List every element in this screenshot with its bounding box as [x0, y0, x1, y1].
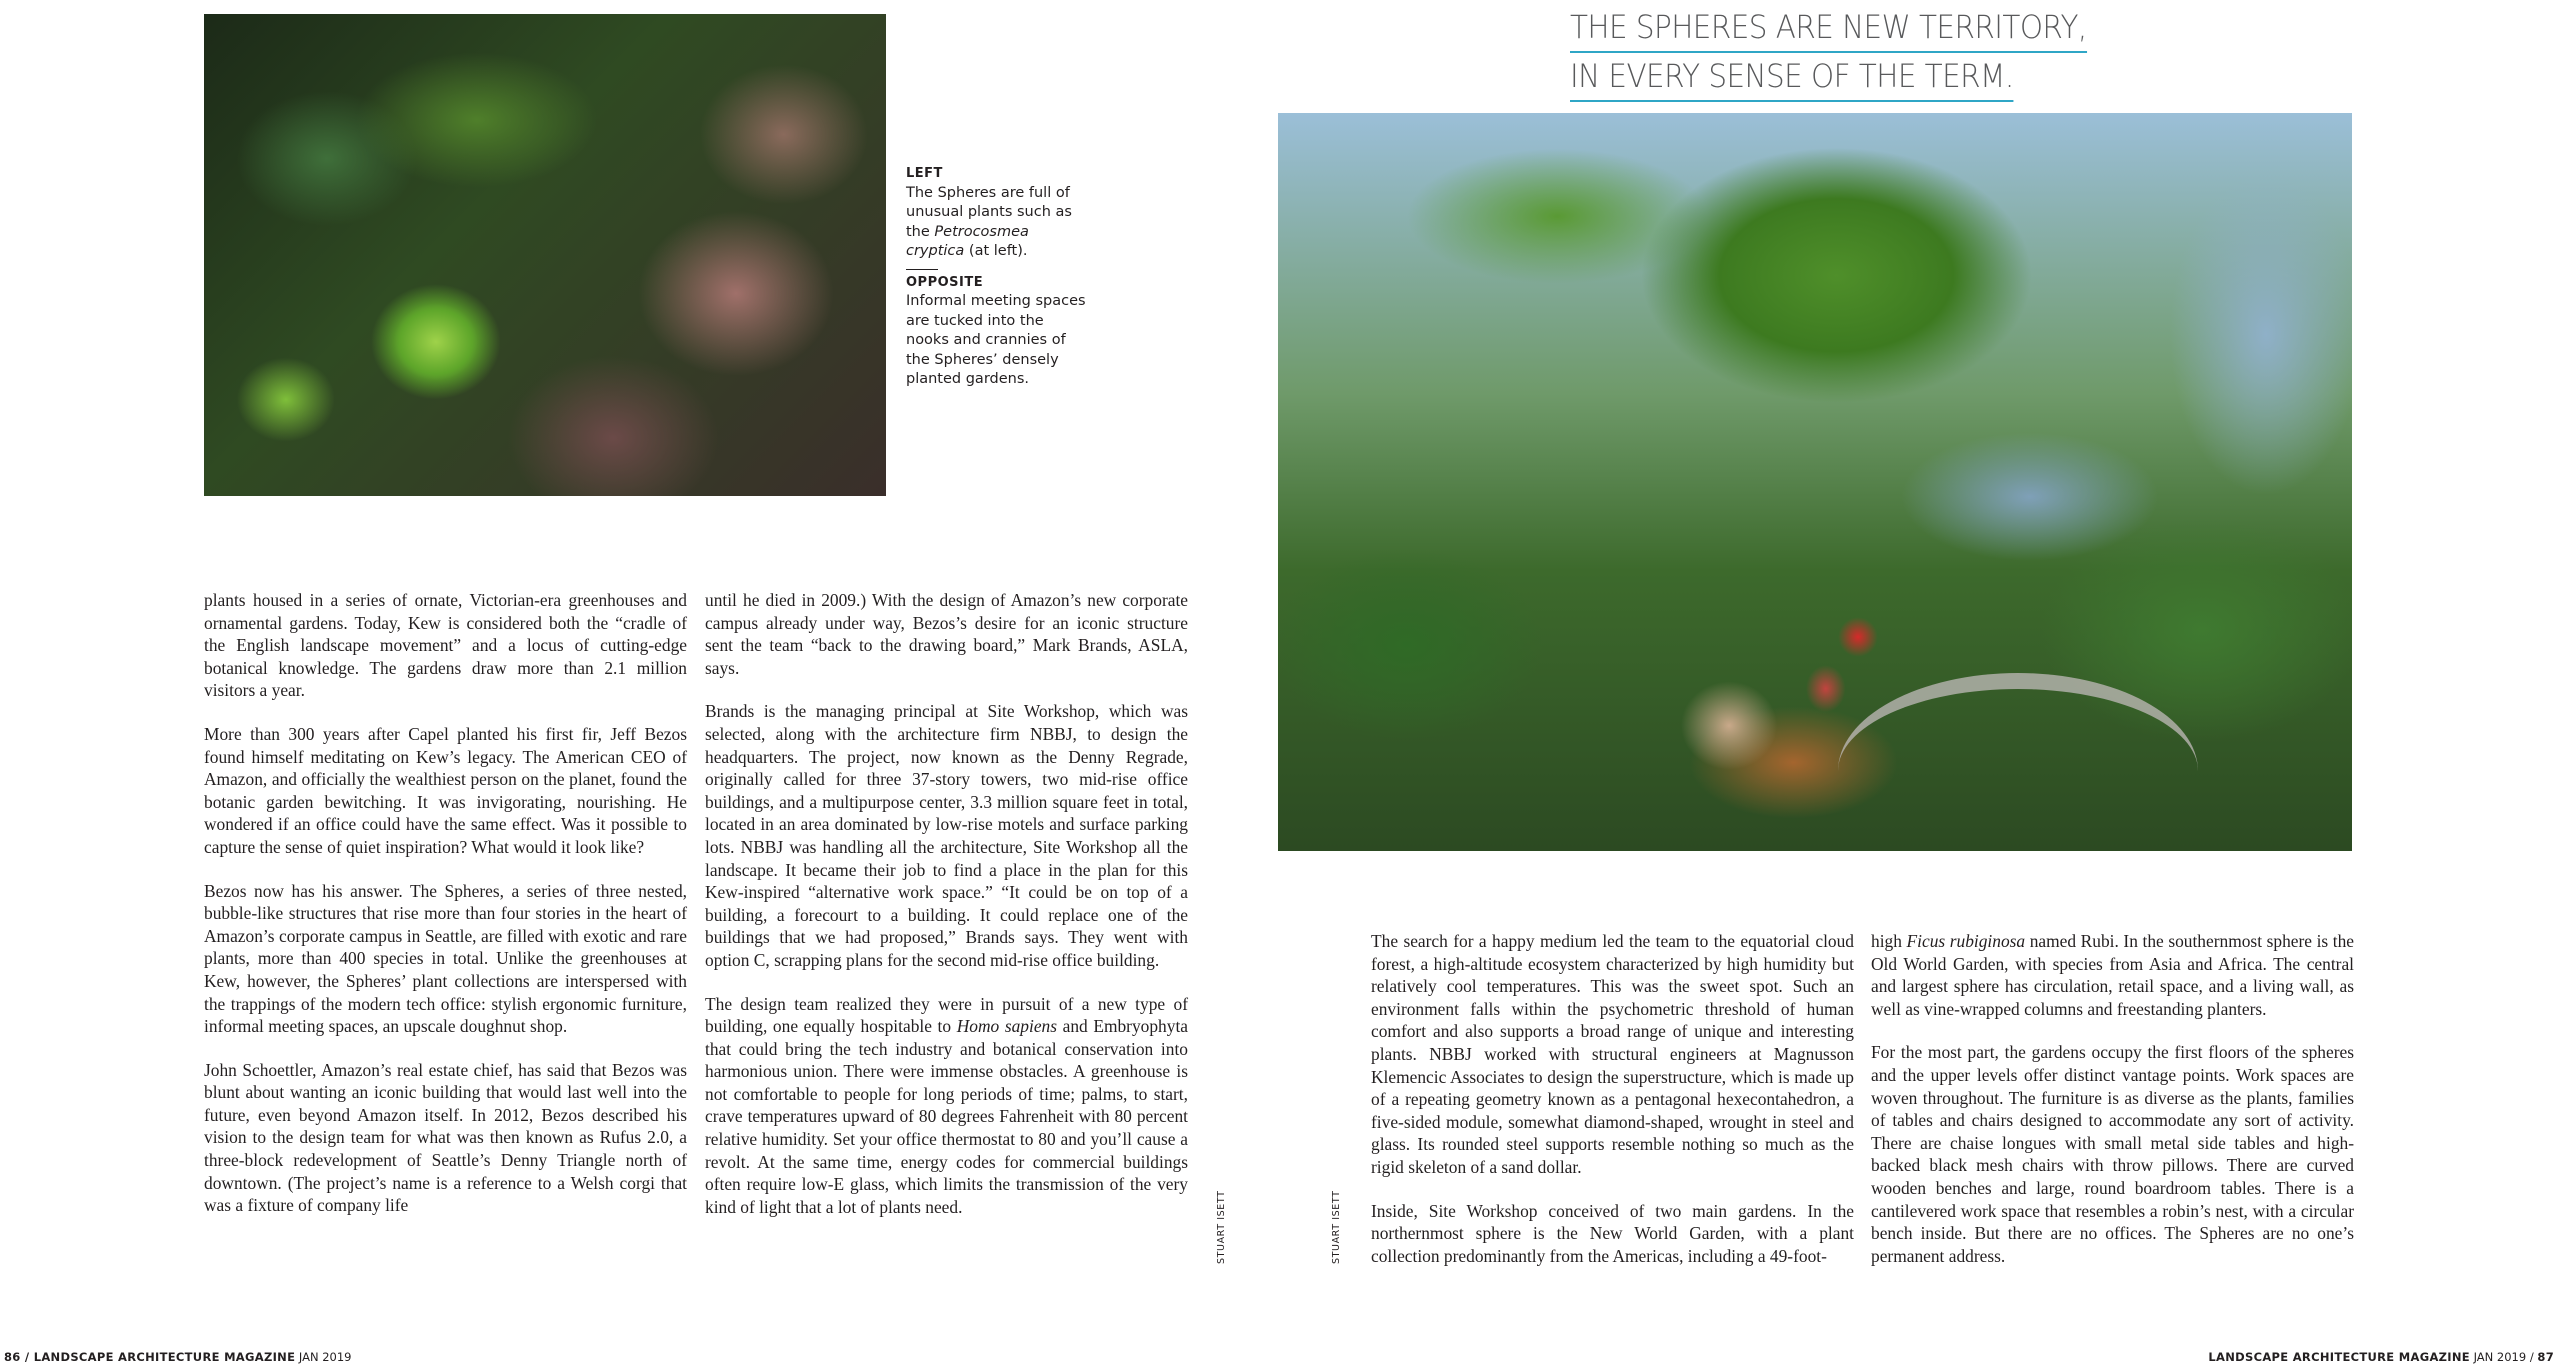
caption-left-heading: LEFT	[906, 166, 943, 181]
paragraph: More than 300 years after Capel planted his first fir, Jeff Bezos found himself meditating on Kew’s legacy. The American CEO of Amazon, and officially the wealthiest person on the planet, found the botanic garden bewitching. It was invigorating, nourishing. He wondered if an office could have the same effect. Was it possible to capture the sense of quiet inspiration? What would it look like?	[204, 723, 687, 857]
body-column-4	[1871, 930, 2354, 1267]
body-column-1	[204, 589, 687, 1217]
photo-caption	[906, 164, 1086, 390]
spheres-photo	[1278, 113, 2352, 851]
caption-divider	[906, 269, 938, 270]
paragraph: Brands is the managing principal at Site Workshop, which was selected, along with the architecture firm NBBJ, to design the headquarters. The project, now known as the Denny Regrade, originally called for three 37-story towers, two mid-rise office buildings, and a multipurpose center, 3.3 million square feet in total, located in an area dominated by low-rise motels and surface parking lots. NBBJ was handling all the architecture, Site Workshop all the landscape. It became their job to find a place in the plan for this Kew-inspired “alternative work space.” “It could be on top of a building, a forecourt to a building. It could replace one of the buildings that we had proposed,” Brands says. They went with option C, scrapping plans for the second mid-rise office building.	[705, 701, 1188, 970]
headline-line-2: IN EVERY SENSE OF THE TERM.	[1570, 53, 2014, 102]
paragraph: The design team realized they were in pursuit of a new type of building, one equally hospitable to Homo sapiens and Embryophyta that could bring the tech industry and botanical conservation into harmonious union. There were immense obstacles. A greenhouse is not comfortable to people for long periods of time; palms, to start, crave temperatures upward of 80 degrees Fahrenheit with 80 percent relative humidity. Set your office thermostat to 80 and you’ll cause a revolt. At the same time, energy codes for commercial buildings often require low-E glass, which limits the transmission of the very kind of light that a lot of plants need.	[705, 993, 1188, 1217]
paragraph: John Schoettler, Amazon’s real estate chief, has said that Bezos was blunt about wanting an iconic building that would last well into the future, even beyond Amazon itself. In 2012, Bezos described his vision to the design team for what was then known as Rufus 2.0, a three-block redevelopment of Seattle’s Denny Triangle north of downtown. (The project’s name is a reference to a Welsh corgi that was a fixture of company life	[204, 1059, 687, 1216]
caption-opposite-text: Informal meeting spaces are tucked into the nooks and crannies of the Spheres’ densely planted gardens.	[906, 293, 1086, 387]
body-column-2	[705, 589, 1188, 1218]
pull-quote-headline	[1570, 4, 2290, 102]
photo-credit-right: STUART ISETT	[1331, 1190, 1342, 1264]
caption-left-text: The Spheres are full of unusual plants such as the Petrocosmea cryptica (at left).	[906, 184, 1072, 259]
headline-line-1: THE SPHERES ARE NEW TERRITORY,	[1570, 4, 2087, 53]
folio-left: 86 / LANDSCAPE ARCHITECTURE MAGAZINE JAN 2019	[4, 1350, 352, 1364]
paragraph: For the most part, the gardens occupy the first floors of the spheres and the upper levels offer distinct vantage points. Work spaces are woven throughout. The furniture is as diverse as the plants, families of tables and chairs designed to accommodate any sort of activity. There are chaise longues with small metal side tables and high-backed black mesh chairs with throw pillows. There are curved wooden benches and large, round boardroom tables. There is a cantilevered work space that resembles a robin’s nest, with a circular bench inside. But there are no offices. The Spheres are no one’s permanent address.	[1871, 1042, 2354, 1266]
paragraph: until he died in 2009.) With the design of Amazon’s new corporate campus already under way, Bezos’s desire for an iconic structure sent the team “back to the drawing board,” Mark Brands, ASLA, says.	[705, 590, 1188, 678]
caption-opposite-heading: OPPOSITE	[906, 274, 984, 290]
plants-photo	[204, 14, 886, 496]
planter-rim	[1838, 673, 2198, 869]
body-column-3	[1371, 930, 1854, 1267]
paragraph: Inside, Site Workshop conceived of two main gardens. In the northernmost sphere is the New World Garden, with a plant collection predominantly from the Americas, including a 49-foot-	[1371, 1200, 1854, 1266]
paragraph: The search for a happy medium led the team to the equatorial cloud forest, a high-altitude ecosystem characterized by high humidity but relatively cool temperatures. This was the sweet spot. Such an environment falls within the psychometric threshold of human comfort and also supports a broad range of unique and interesting plants. NBBJ worked with structural engineers at Magnusson Klemencic Associates to design the superstructure, which is made up of a repeating geometry known as a pentagonal hexecontahedron, a five-sided module, somewhat diamond-shaped, wrought in steel and glass. Its rounded steel supports resemble nothing so much as the rigid skeleton of a sand dollar.	[1371, 931, 1854, 1177]
paragraph: high Ficus rubiginosa named Rubi. In the southernmost sphere is the Old World Garden, with species from Asia and Africa. The central and largest sphere has circulation, retail space, and a living wall, as well as vine-wrapped columns and freestanding planters.	[1871, 931, 2355, 1019]
paragraph: Bezos now has his answer. The Spheres, a series of three nested, bubble-like structures that rise more than four stories in the heart of Amazon’s corporate campus in Seattle, are filled with exotic and rare plants, more than 400 species in total. Unlike the greenhouses at Kew, however, the Spheres’ plant collections are interspersed with the trappings of the modern tech office: stylish ergonomic furniture, informal meeting spaces, an upscale doughnut shop.	[204, 880, 687, 1037]
photo-credit-left: STUART ISETT	[1216, 1190, 1227, 1264]
folio-right: LANDSCAPE ARCHITECTURE MAGAZINE JAN 2019 / 87	[2208, 1350, 2554, 1364]
paragraph: plants housed in a series of ornate, Victorian-era greenhouses and ornamental gardens. Today, Kew is considered both the “cradle of the English landscape movement” and a locus of cutting-edge botanical knowledge. The gardens draw more than 2.1 million visitors a year.	[204, 590, 687, 701]
